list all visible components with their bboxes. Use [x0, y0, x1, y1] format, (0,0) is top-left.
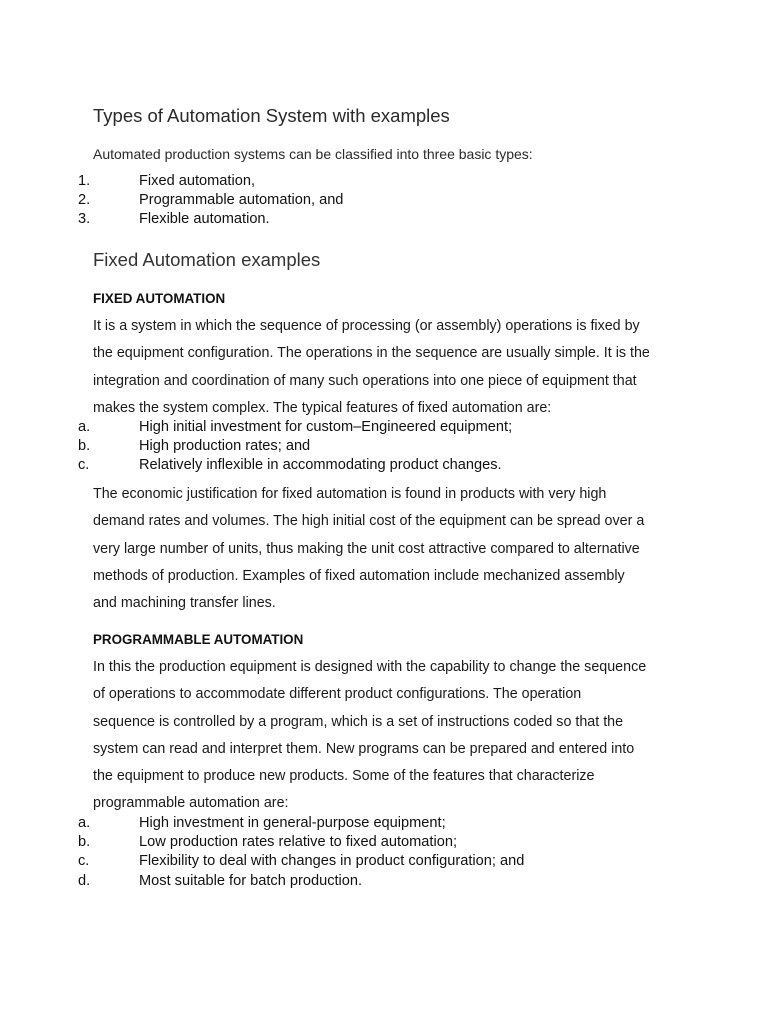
list-item-text: High production rates; and — [139, 438, 311, 455]
paragraph-line: It is a system in which the sequence of processing (or assembly) operations is fixed by — [93, 318, 640, 334]
programmable-automation-paragraph — [93, 654, 646, 818]
list-marker: a. — [78, 419, 91, 435]
section-heading: Fixed Automation examples — [93, 249, 321, 270]
list-item-text: Flexibility to deal with changes in product configuration; and — [139, 853, 525, 870]
list-marker: 2. — [78, 192, 91, 209]
list-marker: c. — [78, 457, 90, 474]
paragraph-line: programmable automation are: — [93, 795, 289, 812]
paragraph-line: In this the production equipment is designed with the capability to change the sequence — [93, 659, 647, 675]
list-marker: b. — [78, 834, 91, 851]
list-item-text: Flexible automation. — [139, 211, 270, 228]
paragraph-line: the equipment configuration. The operations in the sequence are usually simple. It is the — [93, 345, 650, 362]
list-marker: d. — [78, 872, 91, 889]
paragraph-line: methods of production. Examples of fixed automation include mechanized assembly — [93, 567, 625, 584]
list-item-text: Programmable automation, and — [139, 192, 344, 209]
paragraph-line: very large number of units, thus making the unit cost attractive compared to alternative — [93, 540, 640, 557]
paragraph-line: The economic justification for fixed automation is found in products with very high — [93, 486, 607, 502]
paragraph-line: sequence is controlled by a program, which is a set of instructions coded so that the — [93, 713, 624, 730]
list-item-text: Fixed automation, — [139, 173, 256, 189]
fixed-automation-heading: FIXED AUTOMATION — [93, 291, 226, 306]
list-item-text: Relatively inflexible in accommodating product changes. — [139, 457, 502, 474]
list-item-text: High investment in general-purpose equipment; — [139, 815, 446, 831]
list-item-text: High initial investment for custom–Engineered equipment; — [139, 419, 513, 435]
list-marker: c. — [78, 853, 90, 870]
paragraph-line: of operations to accommodate different product configurations. The operation — [93, 686, 582, 703]
list-item-text: Most suitable for batch production. — [139, 872, 363, 889]
intro-text: Automated production systems can be classified into three basic types: — [93, 146, 533, 162]
list-marker: 1. — [78, 173, 91, 189]
programmable-automation-heading: PROGRAMMABLE AUTOMATION — [93, 632, 304, 647]
list-item-text: Low production rates relative to fixed automation; — [139, 834, 457, 851]
fixed-justification-paragraph — [93, 481, 644, 617]
page-title: Types of Automation System with examples — [93, 105, 450, 126]
paragraph-line: demand rates and volumes. The high initial cost of the equipment can be spread over a — [93, 513, 645, 530]
list-marker: 3. — [78, 211, 91, 228]
paragraph-line: integration and coordination of many such operations into one piece of equipment that — [93, 372, 637, 389]
list-marker: b. — [78, 438, 91, 455]
paragraph-line: makes the system complex. The typical features of fixed automation are: — [93, 399, 552, 416]
paragraph-line: the equipment to produce new products. Some of the features that characterize — [93, 768, 595, 785]
fixed-automation-paragraph — [93, 313, 650, 422]
paragraph-line: system can read and interpret them. New programs can be prepared and entered into — [93, 740, 635, 757]
paragraph-line: and machining transfer lines. — [93, 595, 276, 612]
list-marker: a. — [78, 815, 91, 831]
